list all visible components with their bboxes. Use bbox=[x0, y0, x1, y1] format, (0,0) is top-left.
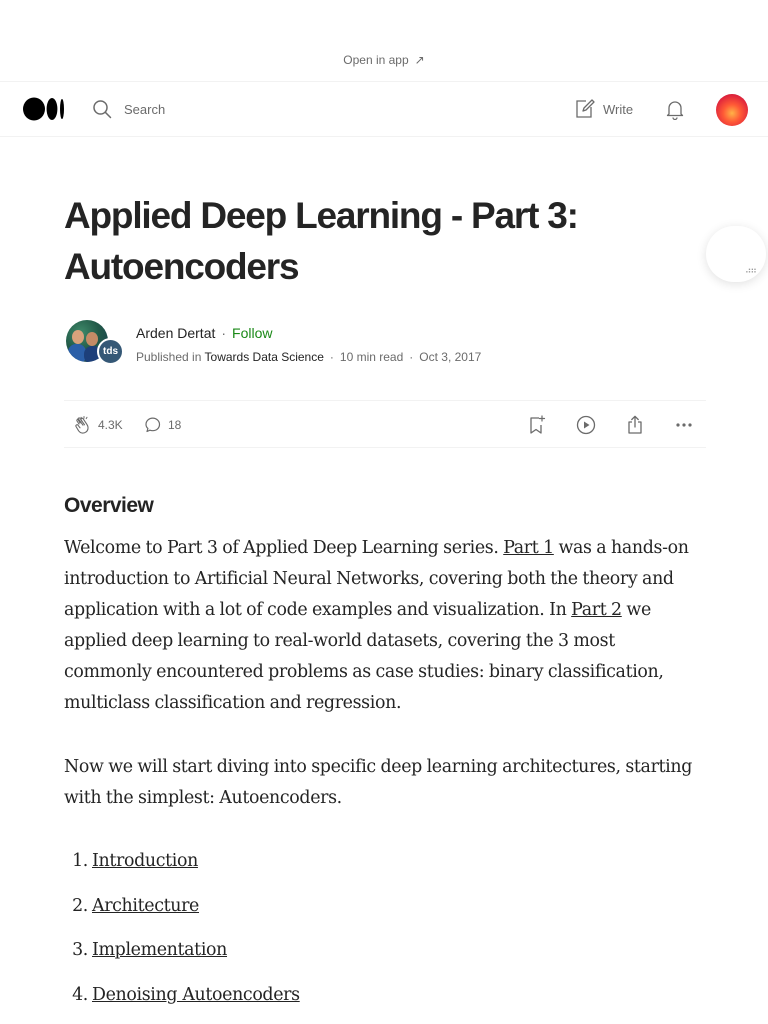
follow-button[interactable]: Follow bbox=[232, 325, 273, 341]
write-button[interactable] bbox=[573, 98, 633, 120]
share-button[interactable] bbox=[624, 414, 646, 436]
search-input[interactable]: Search bbox=[124, 102, 166, 117]
bookmark-add-icon bbox=[526, 414, 548, 436]
toc-number: 4. bbox=[72, 984, 88, 1005]
toc-number: 1. bbox=[72, 851, 88, 871]
comment-icon bbox=[142, 414, 164, 436]
read-time: 10 min read bbox=[339, 350, 404, 364]
clap-icon bbox=[72, 414, 94, 436]
separator-dot: · bbox=[409, 350, 414, 364]
toc-link-architecture[interactable]: Architecture bbox=[92, 895, 199, 916]
publication-line bbox=[136, 350, 481, 364]
publish-date: Oct 3, 2017 bbox=[419, 350, 482, 364]
author-name[interactable]: Arden Dertat bbox=[136, 325, 216, 341]
intro-text-part-b: was a hands-on introduction to Artificial Neural Networks, covering both the theory and application with a lot of code examples and visualization. In bbox=[64, 538, 689, 620]
intro-text-part-a: Welcome to Part 3 of Applied Deep Learning series. bbox=[64, 538, 504, 558]
response-count: 18 bbox=[168, 418, 182, 432]
top-navigation bbox=[0, 82, 768, 137]
drag-handle-icon[interactable]: ⠴⠶ bbox=[744, 265, 756, 275]
search-icon[interactable] bbox=[92, 99, 112, 119]
published-in-label: Published in bbox=[136, 350, 202, 364]
part2-link[interactable]: Part 2 bbox=[571, 600, 622, 620]
clap-count: 4.3K bbox=[98, 418, 123, 432]
floating-assistant-button[interactable] bbox=[706, 226, 766, 282]
intro-text-part-c: we applied deep learning to real-world datasets, covering the 3 most commonly encountered problems as case studies: binary classification, multiclass classification and regression. bbox=[64, 600, 664, 713]
separator-dot: · bbox=[329, 350, 334, 364]
toc-number: 2. bbox=[72, 895, 88, 916]
separator-dot: · bbox=[221, 325, 227, 341]
toc-item bbox=[64, 846, 300, 891]
table-of-contents bbox=[64, 846, 300, 1024]
open-in-app-label[interactable]: Open in app bbox=[343, 53, 409, 67]
write-label[interactable]: Write bbox=[603, 101, 634, 117]
responses-button[interactable] bbox=[142, 414, 181, 436]
open-in-app-link[interactable] bbox=[0, 53, 768, 67]
arrow-up-right-icon: ↗ bbox=[414, 53, 425, 67]
more-options-button[interactable] bbox=[673, 414, 695, 436]
section-heading-overview: Overview bbox=[64, 494, 154, 517]
toc-link-implementation[interactable]: Implementation bbox=[92, 940, 228, 960]
toc-link-denoising-autoencoders[interactable]: Denoising Autoencoders bbox=[92, 984, 300, 1005]
article-action-bar bbox=[64, 400, 706, 448]
toc-number: 3. bbox=[72, 940, 88, 960]
publication-badge[interactable]: tds bbox=[97, 338, 124, 365]
intro-paragraph bbox=[64, 533, 704, 719]
more-dots-icon bbox=[673, 414, 695, 436]
toc-item bbox=[64, 980, 300, 1024]
article-title: Applied Deep Learning - Part 3: Autoencoders bbox=[64, 195, 578, 287]
toc-item bbox=[64, 935, 300, 980]
listen-button[interactable] bbox=[575, 414, 597, 436]
share-icon bbox=[624, 414, 646, 436]
second-paragraph: Now we will start diving into specific deep learning architectures, starting with the simplest: Autoencoders. bbox=[64, 757, 693, 808]
bell-icon[interactable] bbox=[664, 98, 686, 120]
author-line bbox=[136, 325, 273, 341]
bookmark-button[interactable] bbox=[526, 414, 548, 436]
publication-name[interactable]: Towards Data Science bbox=[204, 350, 324, 364]
medium-logo-icon[interactable] bbox=[23, 97, 65, 121]
toc-item bbox=[64, 891, 300, 936]
open-in-app-banner bbox=[0, 0, 768, 82]
part1-link[interactable]: Part 1 bbox=[503, 538, 554, 558]
clap-button[interactable] bbox=[72, 414, 123, 436]
write-icon bbox=[573, 98, 595, 120]
play-circle-icon bbox=[575, 414, 597, 436]
user-avatar[interactable] bbox=[716, 94, 748, 126]
toc-link-introduction[interactable]: Introduction bbox=[92, 851, 198, 871]
